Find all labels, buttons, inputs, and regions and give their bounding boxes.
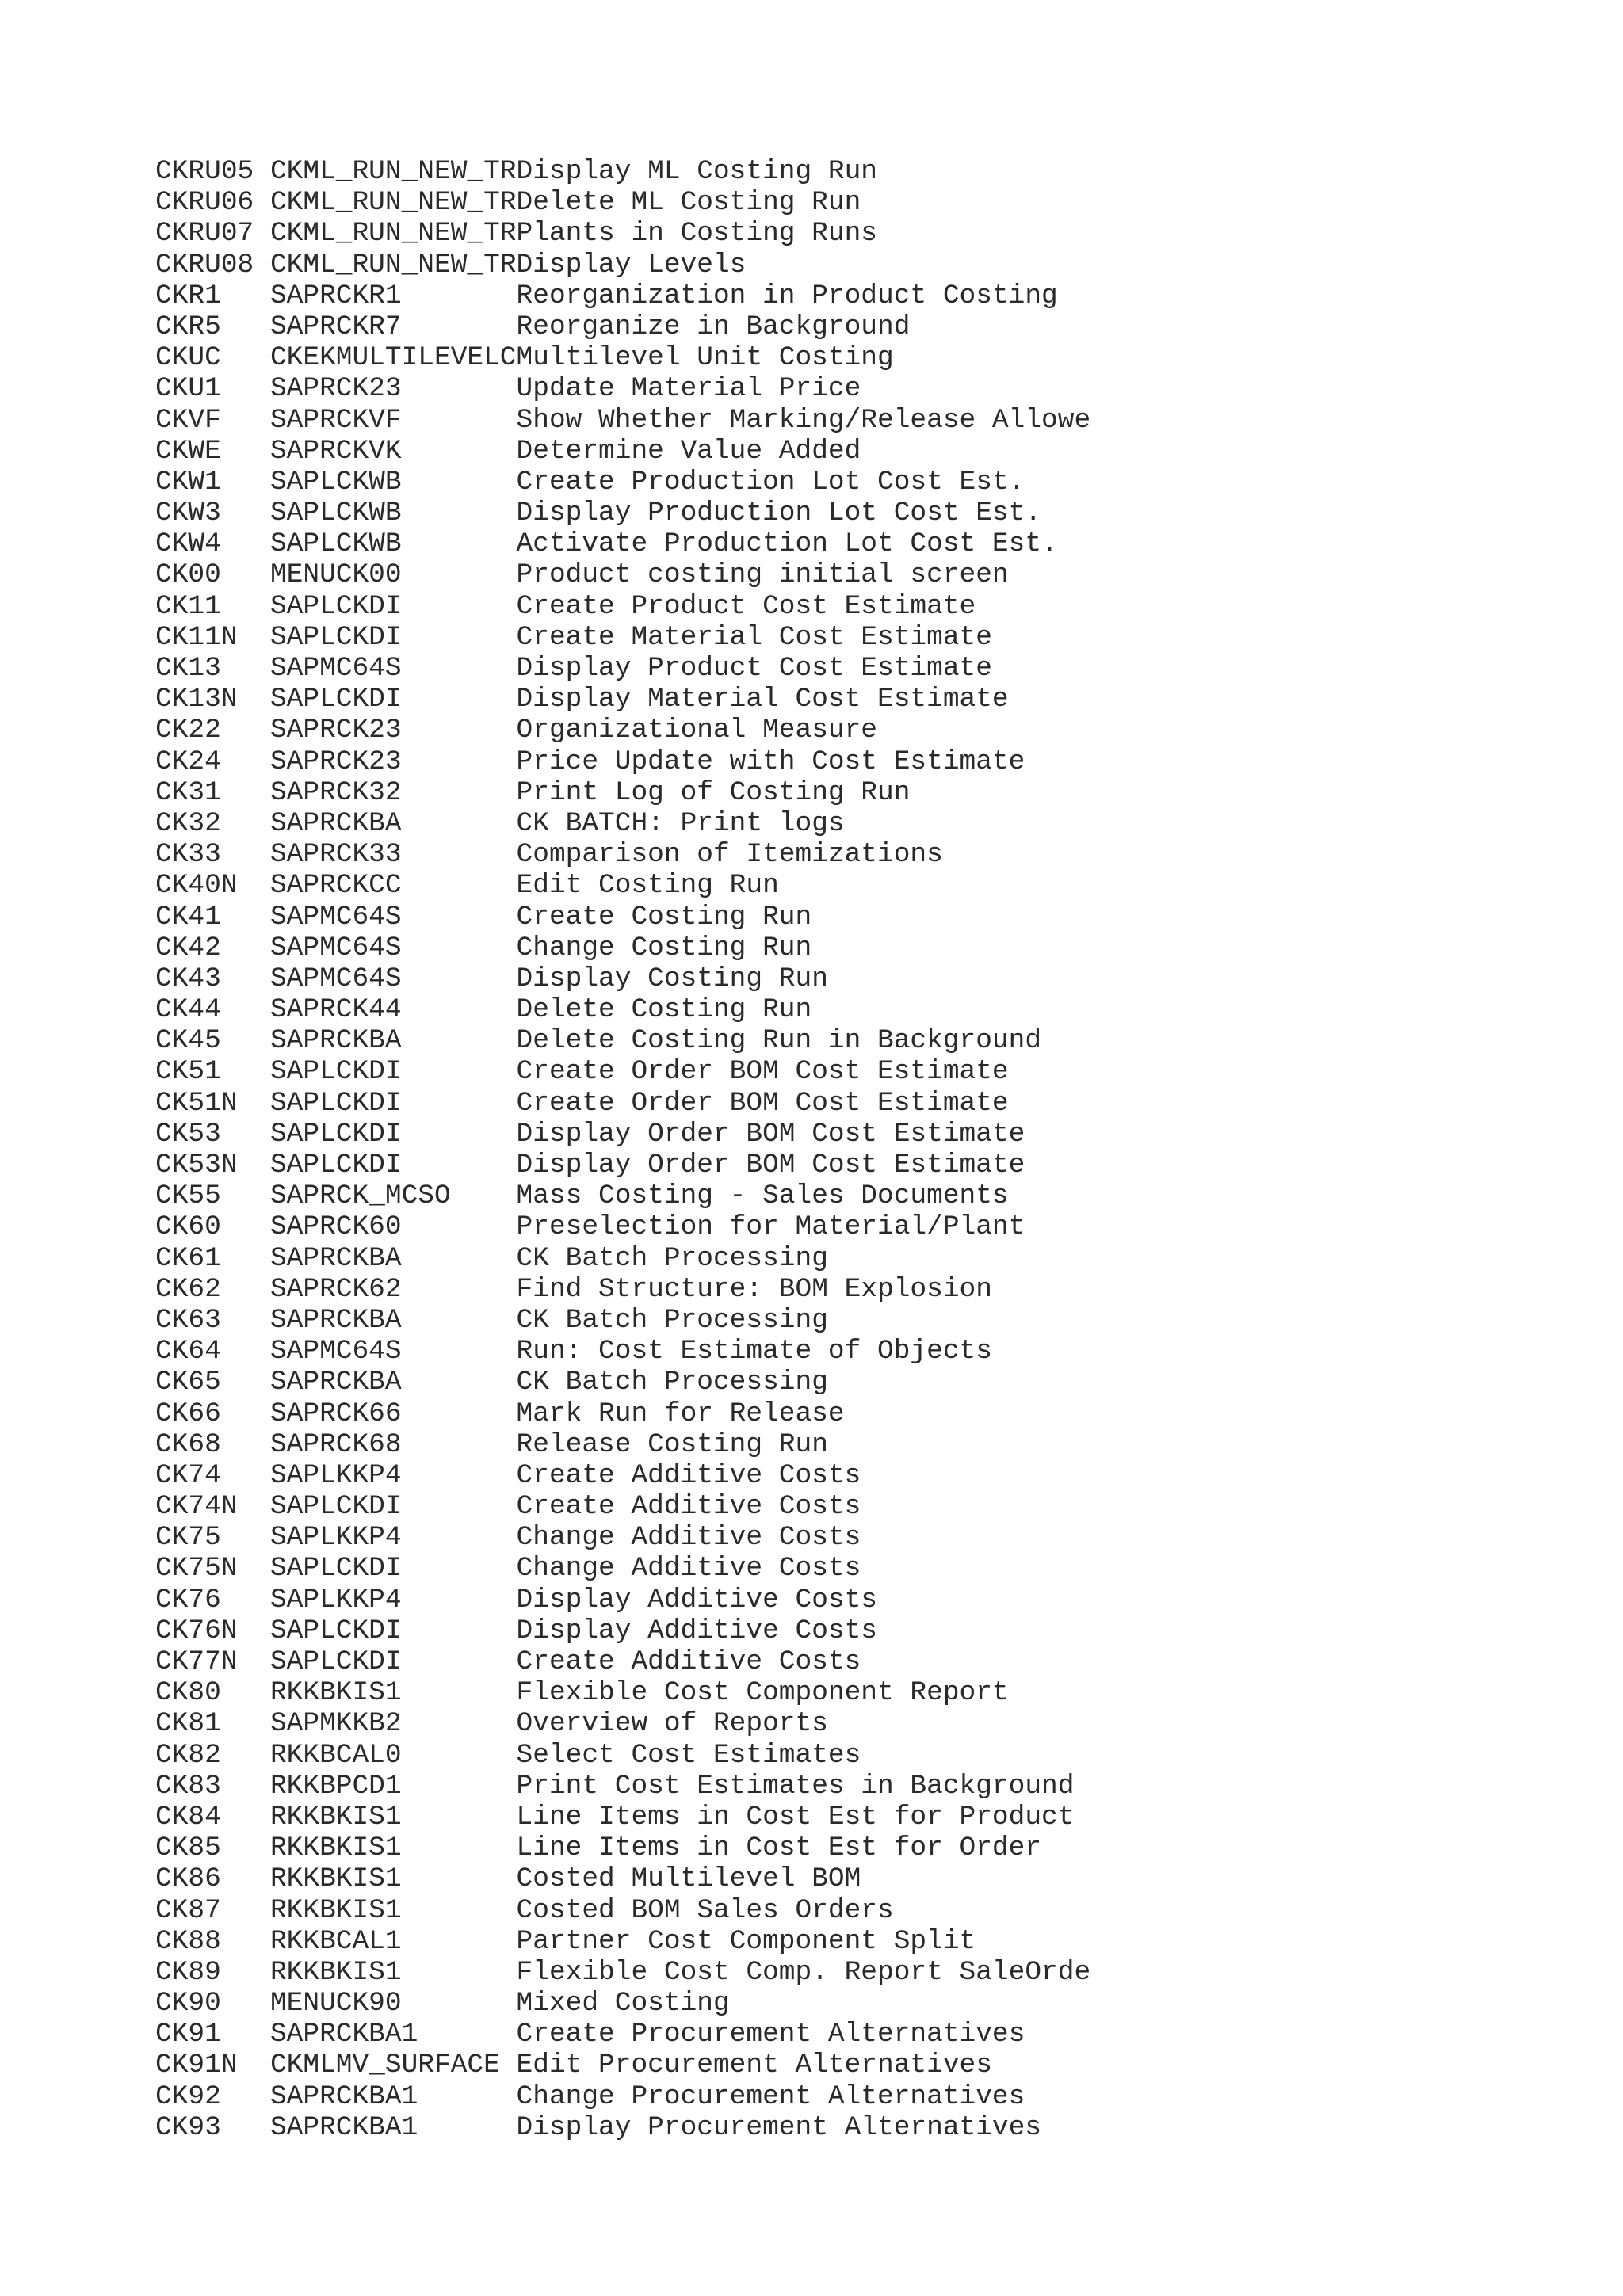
listing-row [155,1802,1455,1833]
listing-row [155,467,1455,498]
transaction-description: Costed BOM Sales Orders [516,1894,894,1926]
listing-row [155,1336,1455,1367]
transaction-description: Comparison of Itemizations [516,839,943,871]
transaction-description: Change Additive Costs [516,1522,861,1554]
program-name: RKKBKIS1 [269,1863,402,1895]
transaction-description: Create Order BOM Cost Estimate [516,1087,1009,1119]
program-name: CKML_RUN_NEW_TR [269,218,517,250]
transaction-description: Activate Production Lot Cost Est. [516,528,1058,560]
transaction-description: Display Additive Costs [516,1615,878,1646]
listing-row [155,591,1455,622]
transaction-code: CK32 [155,807,221,839]
transaction-code: CK44 [155,994,221,1026]
program-name: SAPRCK62 [269,1273,402,1305]
program-name: SAPMC64S [269,1336,402,1367]
transaction-code: CK82 [155,1739,221,1771]
transaction-code: CK33 [155,839,221,871]
transaction-code: CK92 [155,2081,221,2112]
transaction-description: Edit Procurement Alternatives [516,2050,992,2081]
transaction-description: Print Cost Estimates in Background [516,1770,1075,1802]
transaction-description: Create Additive Costs [516,1491,861,1523]
program-name: SAPMC64S [269,653,402,684]
transaction-code: CKUC [155,342,221,374]
transaction-description: Display Product Cost Estimate [516,653,992,684]
program-name: MENUCK00 [269,559,402,591]
transaction-code: CK66 [155,1398,221,1429]
listing-row [155,994,1455,1025]
transaction-code: CK93 [155,2111,221,2143]
listing-row [155,1119,1455,1150]
transaction-description: Flexible Cost Comp. Report SaleOrde [516,1956,1091,1988]
transaction-code: CK87 [155,1894,221,1926]
transaction-description: Run: Cost Estimate of Objects [516,1336,992,1367]
transaction-description: Costed Multilevel BOM [516,1863,861,1895]
program-name: SAPLCKDI [269,621,402,653]
program-name: RKKBKIS1 [269,1801,402,1833]
listing-row [155,1243,1455,1274]
program-name: SAPLCKDI [269,1087,402,1119]
program-name: CKEKMULTILEVELC [269,342,517,374]
transaction-code: CK75 [155,1522,221,1554]
listing-row [155,622,1455,653]
transaction-code: CK85 [155,1833,221,1864]
program-name: SAPRCKVF [269,404,402,436]
transaction-description: Create Procurement Alternatives [516,2019,1025,2050]
transaction-description: Delete ML Costing Run [516,187,861,219]
transaction-description: Edit Costing Run [516,870,779,902]
program-name: SAPRCK44 [269,994,402,1026]
transaction-code: CK31 [155,776,221,808]
program-name: SAPRCK23 [269,746,402,777]
transaction-description: Create Order BOM Cost Estimate [516,1056,1009,1088]
listing-row [155,373,1455,404]
listing-row [155,1895,1455,1926]
program-name: RKKBKIS1 [269,1677,402,1709]
listing-row [155,1553,1455,1584]
transaction-code: CK74N [155,1491,238,1523]
program-name: SAPLCKWB [269,466,402,498]
transaction-code: CK13 [155,653,221,684]
listing-row [155,1025,1455,1056]
transaction-code: CK81 [155,1708,221,1740]
transaction-code: CKU1 [155,373,221,405]
program-name: SAPRCK_MCSO [269,1180,451,1212]
listing-row [155,902,1455,933]
transaction-description: Create Additive Costs [516,1459,861,1491]
listing-row [155,1646,1455,1677]
program-name: SAPMC64S [269,901,402,933]
listing-row [155,1367,1455,1398]
listing-row [155,187,1455,218]
transaction-description: Mass Costing - Sales Documents [516,1180,1009,1212]
transaction-description: CK Batch Processing [516,1367,828,1398]
program-name: SAPRCKBA1 [269,2111,418,2143]
transaction-description: Delete Costing Run [516,994,812,1026]
program-name: SAPLCKDI [269,1646,402,1677]
transaction-description: Create Costing Run [516,901,812,933]
transaction-code: CK76N [155,1615,238,1646]
listing-row [155,1180,1455,1211]
listing-row [155,405,1455,436]
transaction-code: CK64 [155,1336,221,1367]
transaction-code: CK89 [155,1956,221,1988]
listing-row [155,1088,1455,1119]
listing-row [155,1305,1455,1336]
program-name: SAPLCKDI [269,1118,402,1150]
program-name: SAPRCKCC [269,870,402,902]
listing-row [155,870,1455,901]
program-name: SAPLCKDI [269,1615,402,1646]
listing-row [155,436,1455,467]
transaction-code: CKR1 [155,280,221,311]
listing-row [155,1863,1455,1894]
transaction-code: CK43 [155,963,221,994]
transaction-code: CK22 [155,715,221,746]
transaction-code: CKW3 [155,498,221,529]
listing-row [155,311,1455,342]
transaction-code: CK11N [155,621,238,653]
listing-row [155,2050,1455,2081]
listing-row [155,1522,1455,1553]
program-name: SAPLKKP4 [269,1459,402,1491]
transaction-code: CKRU06 [155,187,254,219]
listing-row [155,342,1455,373]
transaction-description: Display Costing Run [516,963,828,994]
transaction-description: Multilevel Unit Costing [516,342,894,374]
transaction-description: Display Material Cost Estimate [516,684,1009,715]
listing-row [155,2019,1455,2050]
transaction-description: Reorganize in Background [516,311,911,342]
program-name: SAPMC64S [269,963,402,994]
listing-row [155,1988,1455,2019]
transaction-code: CK80 [155,1677,221,1709]
transaction-code: CKWE [155,435,221,467]
transaction-code: CK24 [155,746,221,777]
transaction-code: CK76 [155,1584,221,1615]
listing-row [155,1429,1455,1460]
transaction-description: Line Items in Cost Est for Order [516,1833,1042,1864]
transaction-description: Flexible Cost Component Report [516,1677,1009,1709]
transaction-description: Show Whether Marking/Release Allowe [516,404,1091,436]
listing-row [155,2112,1455,2143]
listing-row [155,498,1455,528]
program-name: SAPRCKBA [269,1304,402,1336]
transaction-description: Print Log of Costing Run [516,776,911,808]
listing-row [155,1833,1455,1863]
transaction-code: CK75N [155,1553,238,1585]
transaction-description: CK Batch Processing [516,1242,828,1274]
listing-row [155,1056,1455,1087]
program-name: CKML_RUN_NEW_TR [269,249,517,280]
program-name: SAPMKKB2 [269,1708,402,1740]
program-name: SAPLCKDI [269,1491,402,1523]
transaction-code: CK84 [155,1801,221,1833]
transaction-listing [155,156,1455,2143]
transaction-description: Partner Cost Component Split [516,1925,976,1957]
listing-row [155,1460,1455,1491]
transaction-code: CK62 [155,1273,221,1305]
transaction-description: Create Production Lot Cost Est. [516,466,1025,498]
listing-row [155,280,1455,311]
program-name: RKKBCAL0 [269,1739,402,1771]
transaction-description: Update Material Price [516,373,861,405]
listing-row [155,1957,1455,1988]
program-name: CKML_RUN_NEW_TR [269,187,517,219]
transaction-code: CKW1 [155,466,221,498]
transaction-description: CK BATCH: Print logs [516,807,845,839]
transaction-description: Mixed Costing [516,1988,730,2019]
transaction-code: CK77N [155,1646,238,1677]
transaction-description: Display Order BOM Cost Estimate [516,1118,1025,1150]
program-name: SAPRCKR7 [269,311,402,342]
transaction-description: Create Additive Costs [516,1646,861,1677]
transaction-description: Determine Value Added [516,435,861,467]
program-name: SAPRCKBA [269,807,402,839]
transaction-code: CK42 [155,932,221,963]
program-name: SAPRCKVK [269,435,402,467]
listing-row [155,684,1455,715]
transaction-code: CK11 [155,590,221,622]
program-name: SAPRCKBA [269,1242,402,1274]
transaction-description: Change Procurement Alternatives [516,2081,1025,2112]
transaction-code: CK65 [155,1367,221,1398]
transaction-code: CK63 [155,1304,221,1336]
transaction-description: Line Items in Cost Est for Product [516,1801,1075,1833]
listing-row [155,1615,1455,1646]
transaction-code: CKRU05 [155,156,254,187]
listing-row [155,250,1455,280]
transaction-code: CK41 [155,901,221,933]
listing-row [155,1491,1455,1522]
program-name: SAPRCK68 [269,1428,402,1460]
transaction-description: Overview of Reports [516,1708,828,1740]
transaction-code: CK91N [155,2050,238,2081]
transaction-description: Display Production Lot Cost Est. [516,498,1042,529]
transaction-description: Organizational Measure [516,715,878,746]
program-name: CKMLMV_SURFACE [269,2050,500,2081]
transaction-description: Release Costing Run [516,1428,828,1460]
program-name: RKKBKIS1 [269,1894,402,1926]
transaction-code: CKVF [155,404,221,436]
transaction-code: CK53N [155,1150,238,1180]
listing-row [155,1585,1455,1615]
transaction-code: CK91 [155,2019,221,2050]
transaction-description: Product costing initial screen [516,559,1009,591]
transaction-code: CK60 [155,1211,221,1243]
listing-row [155,156,1455,187]
program-name: SAPRCKR1 [269,280,402,311]
transaction-code: CK83 [155,1770,221,1802]
transaction-description: Preselection for Material/Plant [516,1211,1025,1243]
transaction-code: CKRU07 [155,218,254,250]
transaction-description: Find Structure: BOM Explosion [516,1273,992,1305]
listing-row [155,746,1455,777]
program-name: SAPLCKDI [269,590,402,622]
program-name: SAPLCKDI [269,1150,402,1180]
listing-row [155,1708,1455,1739]
program-name: MENUCK90 [269,1988,402,2019]
program-name: SAPLCKWB [269,498,402,529]
listing-row [155,1677,1455,1708]
program-name: SAPRCKBA1 [269,2081,418,2112]
transaction-description: Create Material Cost Estimate [516,621,992,653]
transaction-code: CK40N [155,870,238,902]
transaction-code: CK68 [155,1428,221,1460]
program-name: CKML_RUN_NEW_TR [269,156,517,187]
transaction-code: CKW4 [155,528,221,560]
transaction-description: Display ML Costing Run [516,156,877,187]
transaction-code: CK51N [155,1087,238,1119]
transaction-description: Reorganization in Product Costing [516,280,1058,311]
listing-row [155,808,1455,839]
program-name: SAPRCKBA [269,1367,402,1398]
transaction-code: CK45 [155,1025,221,1057]
program-name: SAPRCKBA [269,1025,402,1057]
listing-row [155,1398,1455,1429]
listing-row [155,1211,1455,1242]
transaction-description: Display Additive Costs [516,1584,878,1615]
listing-row [155,839,1455,870]
program-name: RKKBKIS1 [269,1833,402,1864]
program-name: SAPLCKDI [269,1056,402,1088]
listing-row [155,218,1455,249]
listing-row [155,1274,1455,1305]
transaction-description: Plants in Costing Runs [516,218,877,250]
transaction-code: CK53 [155,1118,221,1150]
listing-row [155,933,1455,963]
program-name: SAPLCKDI [269,684,402,715]
transaction-description: Price Update with Cost Estimate [516,746,1025,777]
transaction-description: Change Costing Run [516,932,812,963]
transaction-description: Delete Costing Run in Background [516,1025,1042,1057]
program-name: RKKBPCD1 [269,1770,402,1802]
transaction-code: CK51 [155,1056,221,1088]
transaction-code: CKR5 [155,311,221,342]
listing-row [155,1926,1455,1957]
program-name: SAPLCKDI [269,1553,402,1585]
transaction-code: CKRU08 [155,249,254,280]
transaction-description: Change Additive Costs [516,1553,861,1585]
listing-row [155,1740,1455,1771]
transaction-description: Display Levels [516,249,747,280]
transaction-code: CK74 [155,1459,221,1491]
program-name: SAPLKKP4 [269,1522,402,1554]
program-name: SAPRCKBA1 [269,2019,418,2050]
transaction-code: CK55 [155,1180,221,1212]
listing-row [155,1771,1455,1802]
transaction-description: Create Product Cost Estimate [516,590,976,622]
listing-row [155,2081,1455,2112]
program-name: SAPRCK60 [269,1211,402,1243]
program-name: SAPLCKWB [269,528,402,560]
transaction-code: CK13N [155,684,238,715]
listing-row [155,963,1455,994]
transaction-code: CK88 [155,1925,221,1957]
program-name: SAPMC64S [269,932,402,963]
listing-row [155,715,1455,746]
listing-row [155,1150,1455,1180]
program-name: SAPRCK23 [269,715,402,746]
transaction-code: CK00 [155,559,221,591]
transaction-description: Select Cost Estimates [516,1739,861,1771]
listing-row [155,528,1455,559]
transaction-code: CK90 [155,1988,221,2019]
transaction-description: Mark Run for Release [516,1398,845,1429]
program-name: SAPRCK32 [269,776,402,808]
listing-row [155,559,1455,590]
listing-row [155,777,1455,808]
program-name: SAPRCK23 [269,373,402,405]
transaction-description: Display Procurement Alternatives [516,2111,1042,2143]
transaction-description: Display Order BOM Cost Estimate [516,1150,1025,1180]
program-name: RKKBKIS1 [269,1956,402,1988]
transaction-code: CK61 [155,1242,221,1274]
listing-row [155,653,1455,684]
program-name: SAPRCK66 [269,1398,402,1429]
transaction-description: CK Batch Processing [516,1304,828,1336]
program-name: SAPLKKP4 [269,1584,402,1615]
program-name: RKKBCAL1 [269,1925,402,1957]
program-name: SAPRCK33 [269,839,402,871]
transaction-code: CK86 [155,1863,221,1895]
